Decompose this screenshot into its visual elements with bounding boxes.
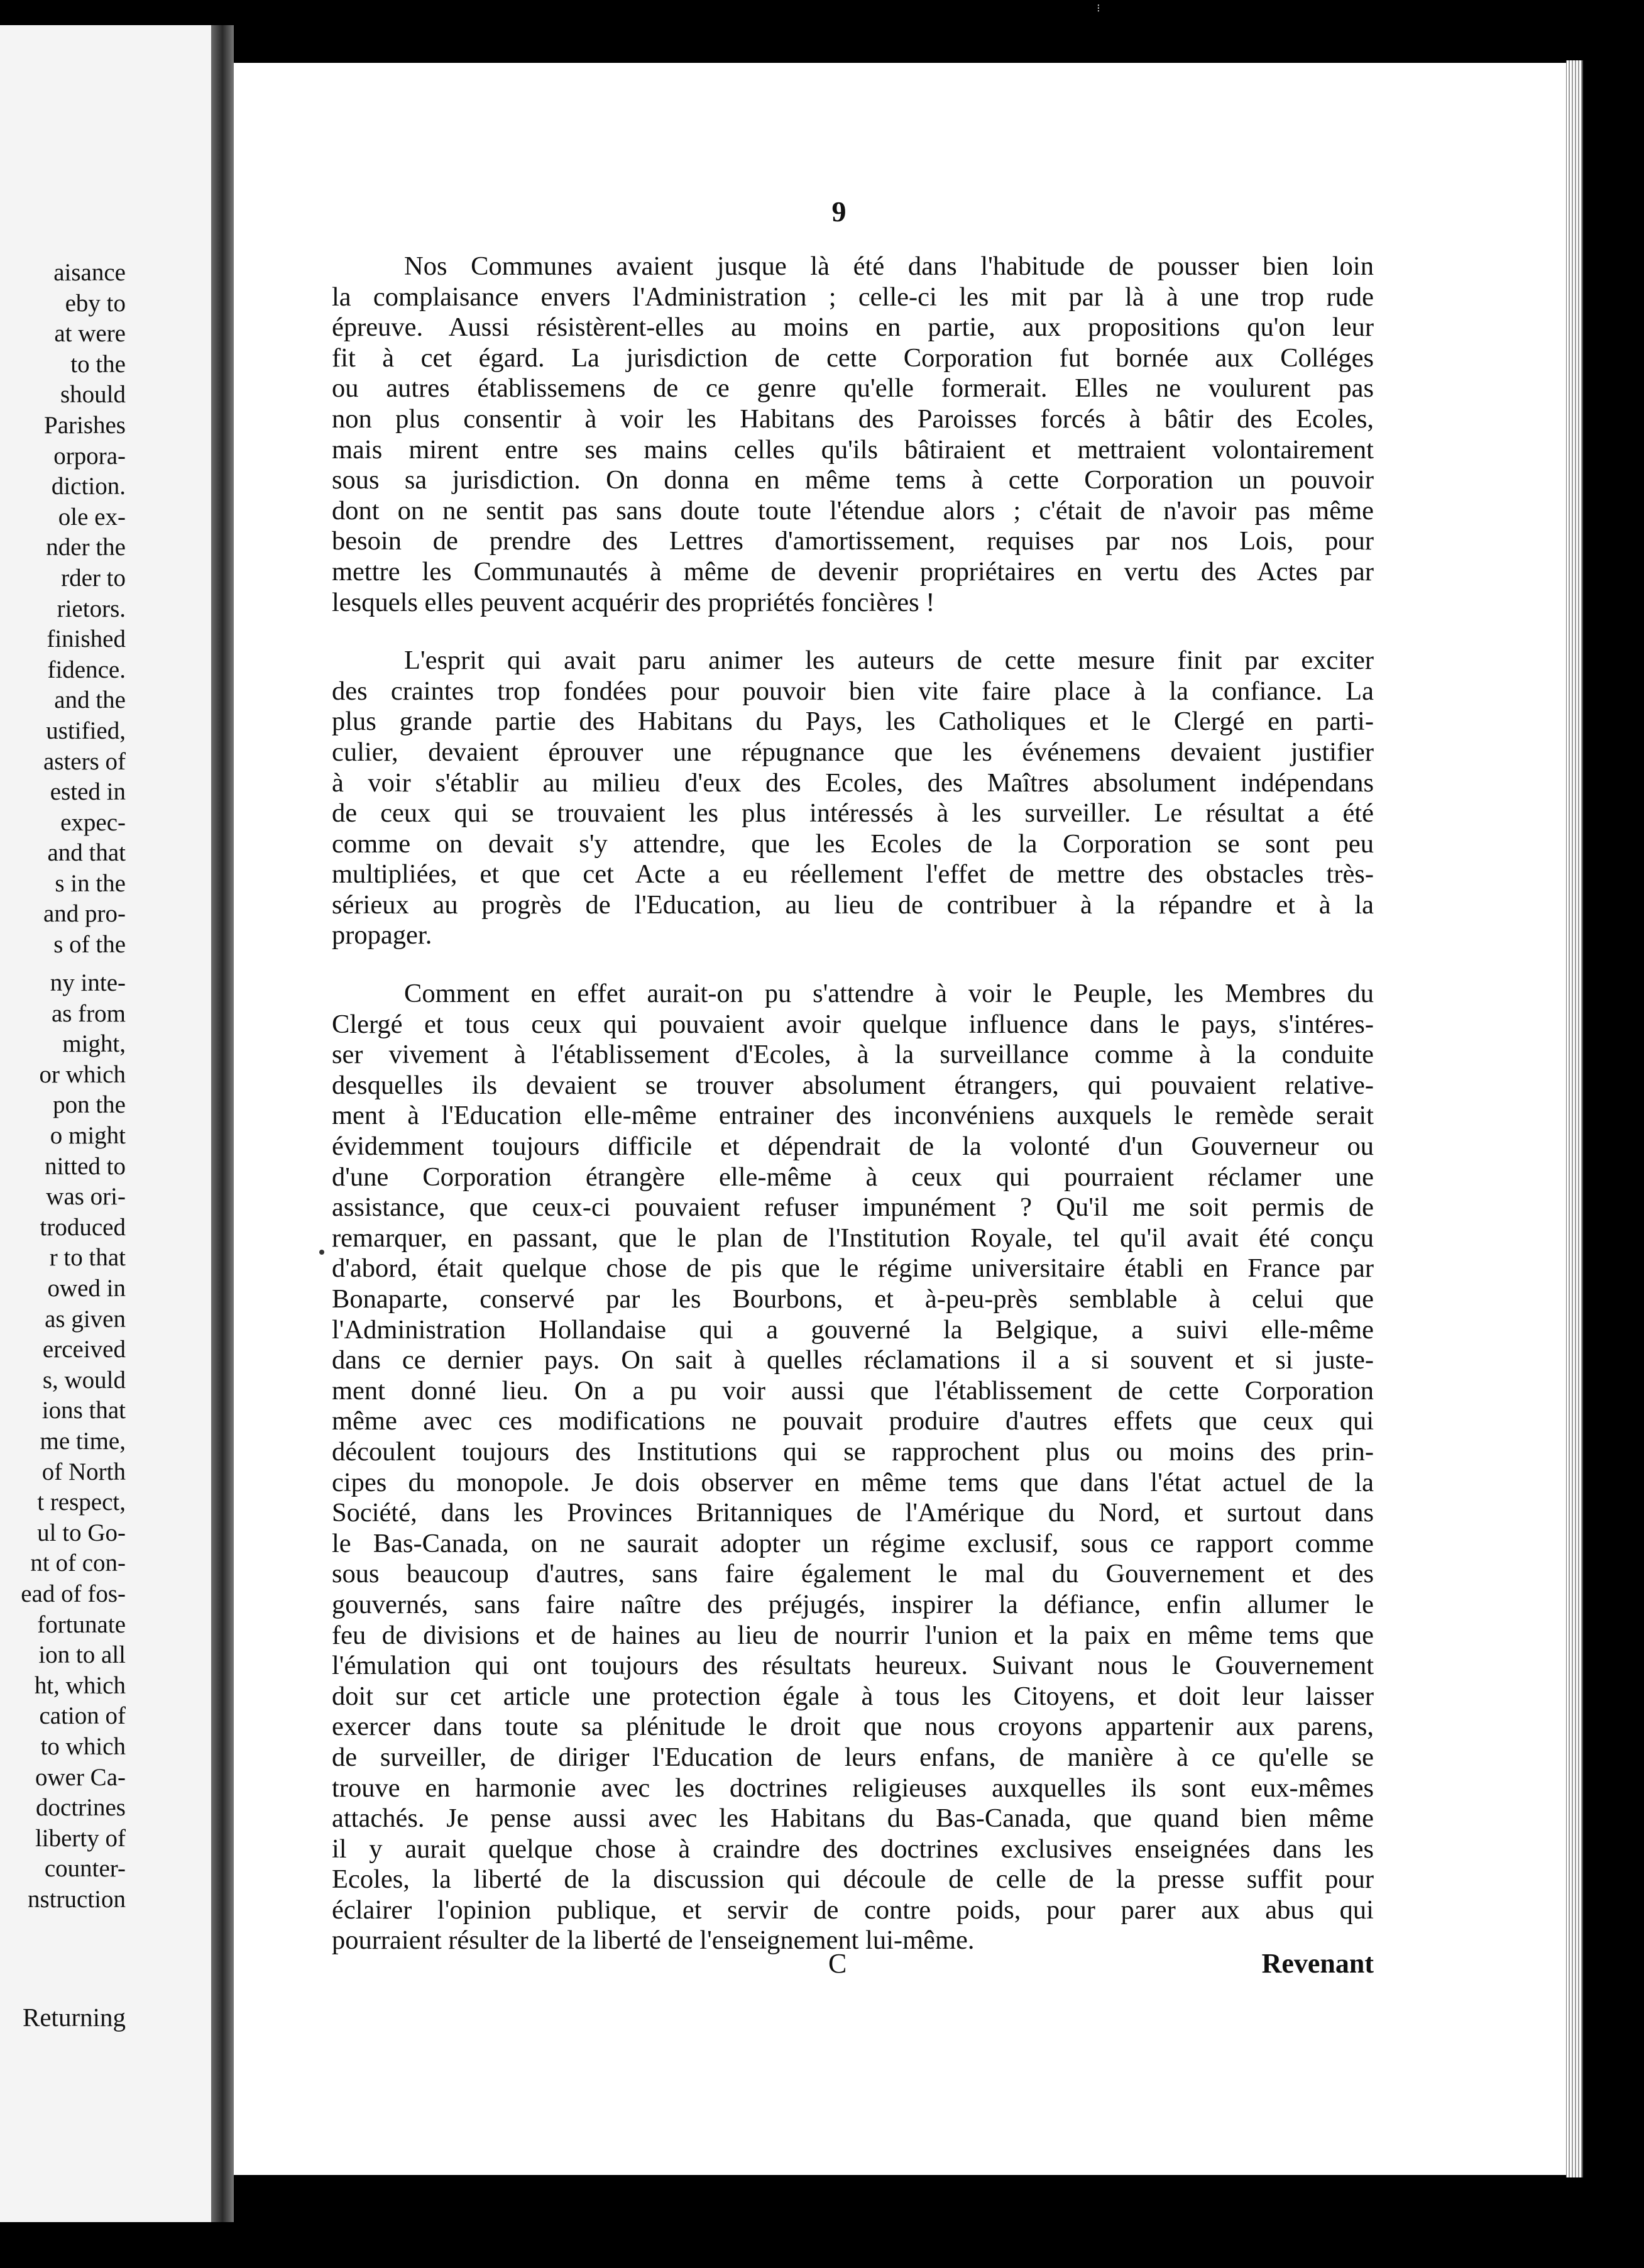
text-line: besoin de prendre des Lettres d'amortissement, requises par nos Lois, pour (332, 526, 1374, 556)
left-page-line: rietors. (57, 595, 126, 622)
left-page-line: ht, which (34, 1671, 126, 1699)
paragraph (332, 251, 1374, 618)
left-page-line: diction. (51, 473, 126, 500)
left-page-line: nitted to (45, 1152, 126, 1180)
left-page-line: owed in (47, 1275, 126, 1302)
scan-mark: ⁝ (1097, 2, 1100, 14)
book-spine (211, 25, 234, 2222)
left-page-line: s, would (42, 1366, 126, 1394)
left-page-line: of North (41, 1458, 126, 1485)
text-line: desquelles ils devaient se trouver absolument étrangers, qui pouvaient relative- (332, 1070, 1374, 1100)
left-page-line: ul to Go- (37, 1519, 126, 1546)
left-page-line: eby to (65, 289, 126, 317)
left-page-line: finished (47, 625, 126, 653)
left-page-line: o might (50, 1122, 126, 1150)
text-line: multipliées, et que cet Acte a eu réellement l'effet de mettre des obstacles très- (332, 859, 1374, 889)
text-line: le Bas-Canada, on ne saurait adopter un régime exclusif, sous ce rapport comme (332, 1528, 1374, 1558)
left-page-line: and that (47, 839, 126, 867)
left-page-line: at were (54, 320, 126, 348)
text-line: Comment en effet aurait-on pu s'attendre à voir le Peuple, les Membres du (404, 979, 1374, 1009)
left-page-line: as from (51, 999, 126, 1027)
left-page-line: aisance (53, 259, 126, 286)
text-line: L'esprit qui avait paru animer les auteurs de cette mesure finit par exciter (404, 646, 1374, 676)
text-line: mais mirent entre ses mains celles qu'ils bâtiraient et mettraient volontairement (332, 434, 1374, 465)
text-line: sous sa jurisdiction. On donna en même tems à cette Corporation un pouvoir (332, 465, 1374, 495)
left-page-line: Parishes (44, 411, 126, 439)
text-line: dans ce dernier pays. On sait à quelles réclamations il a si souvent et si juste- (332, 1345, 1374, 1375)
text-line: Bonaparte, conservé par les Bourbons, et à-peu-près semblable à celui que (332, 1284, 1374, 1314)
left-page-line: ions that (41, 1397, 126, 1424)
text-line: évidemment toujours difficile et dépendrait de la volonté d'un Gouverneur ou (332, 1131, 1374, 1162)
text-line: de ceux qui se trouvaient les plus intéressés à les surveiller. Le résultat a été (332, 798, 1374, 828)
text-line: remarquer, en passant, que le plan de l'Institution Royale, tel qu'il avait été conçu (332, 1223, 1374, 1253)
text-line: éclairer l'opinion publique, et servir de contre poids, pour parer aux abus qui (332, 1895, 1374, 1925)
text-line: ment donné lieu. On a pu voir aussi que l'établissement de cette Corporation (332, 1375, 1374, 1406)
text-line: cipes du monopole. Je dois observer en même tems que dans l'état actuel de la (332, 1467, 1374, 1497)
text-line: dont on ne sentit pas sans doute toute l'étendue alors ; c'était de n'avoir pas même (332, 495, 1374, 526)
text-line: l'émulation qui ont toujours des résultats heureux. Suivant nous le Gouvernement (332, 1651, 1374, 1681)
text-line: lesquels elles peuvent acquérir des propriétés foncières ! (332, 587, 935, 617)
left-page-line: s of the (53, 931, 126, 959)
left-page-line: me time, (40, 1427, 126, 1455)
text-line: non plus consentir à voir les Habitans des Paroisses forcés à bâtir des Ecoles, (332, 404, 1374, 434)
text-line: ment à l'Education elle-même entrainer des inconvéniens auxquels le remède serait (332, 1101, 1374, 1131)
left-page-line: rder to (61, 564, 126, 592)
text-line: ou autres établissemens de ce genre qu'elle formerait. Elles ne voulurent pas (332, 373, 1374, 404)
left-page-line: expec- (60, 808, 126, 836)
text-line: la complaisance envers l'Administration ; celle-ci les mit par là à une trop rude (332, 282, 1374, 312)
left-page-line: troduced (40, 1213, 126, 1241)
left-page-line: ny inte- (50, 969, 126, 997)
text-line: d'abord, était quelque chose de pis que le régime universitaire établi en France par (332, 1253, 1374, 1284)
text-line: découlent toujours des Institutions qui se rapprochent plus ou moins des prin- (332, 1436, 1374, 1467)
left-page-line: orpora- (53, 442, 126, 470)
left-page-line: ead of fos- (21, 1580, 126, 1607)
left-page-catchword: Returning (23, 2003, 126, 2032)
text-line: mettre les Communautés à même de devenir propriétaires en vertu des Actes par (332, 556, 1374, 586)
text-line: Ecoles, la liberté de la discussion qui découle de celle de la presse suffit pour (332, 1864, 1374, 1895)
text-line: fit à cet égard. La jurisdiction de cette Corporation fut bornée aux Colléges (332, 343, 1374, 373)
text-line: comme on devait s'y attendre, que les Ecoles de la Corporation se sont peu (332, 828, 1374, 859)
left-page-line: t respect, (37, 1489, 126, 1516)
margin-dot (319, 1250, 324, 1255)
text-line: pourraient résulter de la liberté de l'enseignement lui-même. (332, 1925, 975, 1956)
paragraph (332, 979, 1374, 1956)
text-line: des craintes trop fondées pour pouvoir bien vite faire place à la confiance. La (332, 676, 1374, 706)
left-page-line: might, (62, 1030, 126, 1058)
left-page-line: counter- (44, 1855, 126, 1883)
text-line: l'Administration Hollandaise qui a gouverné la Belgique, a suivi elle-même (332, 1314, 1374, 1345)
left-page-line: ion to all (38, 1641, 126, 1669)
text-line: Nos Communes avaient jusque là été dans l'habitude de pousser bien loin (404, 251, 1374, 281)
left-page-line: to the (70, 350, 126, 378)
text-line: attachés. Je pense aussi avec les Habitans du Bas-Canada, que quand bien même (332, 1803, 1374, 1834)
text-line: il y aurait quelque chose à craindre des doctrines exclusives enseignées dans les (332, 1834, 1374, 1864)
text-line: Société, dans les Provinces Britanniques de l'Amérique du Nord, et surtout dans (332, 1498, 1374, 1528)
left-page-line: nt of con- (30, 1550, 126, 1577)
text-line: assistance, que ceux-ci pouvaient refuser impunément ? Qu'il me soit permis de (332, 1192, 1374, 1223)
text-line: Clergé et tous ceux qui pouvaient avoir quelque influence dans le pays, s'intéres- (332, 1009, 1374, 1039)
previous-page-fragment (0, 25, 214, 2222)
signature-mark: C (828, 1948, 847, 1979)
text-line: plus grande partie des Habitans du Pays, les Catholiques et le Clergé en parti- (332, 707, 1374, 737)
left-page-line: ower Ca- (35, 1763, 126, 1791)
text-line: doit sur cet article une protection égale à tous les Citoyens, et doit leur laisser (332, 1681, 1374, 1711)
text-line: trouve en harmonie avec les doctrines religieuses auxquelles ils sont eux-mêmes (332, 1773, 1374, 1803)
left-page-line: pon the (53, 1091, 126, 1119)
catchword: Revenant (1261, 1948, 1374, 1979)
page-number: 9 (831, 195, 847, 228)
left-page-line: liberty of (35, 1824, 126, 1852)
text-line: ser vivement à l'établissement d'Ecoles, à la surveillance comme à la conduite (332, 1040, 1374, 1070)
left-page-line: ole ex- (58, 503, 126, 531)
left-page-line: was ori- (46, 1183, 126, 1211)
left-page-line: erceived (42, 1336, 126, 1363)
left-page-line: or which (39, 1060, 126, 1088)
left-page-line: ustified, (46, 717, 126, 744)
left-page-line: ested in (50, 778, 126, 806)
left-page-line: as given (45, 1305, 126, 1333)
left-page-line: nstruction (28, 1885, 126, 1913)
left-page-line: fortunate (37, 1610, 126, 1638)
text-line: feu de divisions et de haines au lieu de nourrir l'union et la paix en même tems que (332, 1620, 1374, 1650)
text-line: d'une Corporation étrangère elle-même à ceux qui pourraient réclamer une (332, 1162, 1374, 1192)
left-page-line: and pro- (43, 900, 126, 928)
left-page-line: s in the (55, 869, 126, 897)
left-page-line: nder the (46, 534, 126, 561)
body-text (332, 251, 1374, 1956)
left-page-line: r to that (49, 1244, 126, 1272)
left-page-line: doctrines (36, 1794, 126, 1822)
left-page-text (21, 258, 126, 1915)
text-line: sous beaucoup d'autres, sans faire également le mal du Gouvernement et des (332, 1559, 1374, 1589)
text-line: propager. (332, 920, 432, 950)
left-page-line: cation of (39, 1702, 126, 1730)
text-line: sérieux au progrès de l'Education, au lieu de contribuer à la répandre et à la (332, 889, 1374, 920)
text-line: exercer dans toute sa plénitude le droit que nous croyons appartenir aux parens, (332, 1712, 1374, 1742)
text-line: à voir s'établir au milieu d'eux des Ecoles, des Maîtres absolument indépendans (332, 768, 1374, 798)
text-line: gouvernés, sans faire naître des préjugés, inspirer la défiance, enfin allumer le (332, 1589, 1374, 1619)
left-page-line: to which (40, 1732, 126, 1760)
left-page-line: asters of (43, 747, 126, 775)
page-edges (1566, 60, 1583, 2177)
text-line: de surveiller, de diriger l'Education de leurs enfans, de manière à ce qu'elle se (332, 1742, 1374, 1772)
left-page-line: should (60, 381, 126, 409)
text-line: culier, devaient éprouver une répugnance que les événemens devaient justifier (332, 737, 1374, 767)
text-line: même avec ces modifications ne pouvait produire d'autres effets que ceux qui (332, 1406, 1374, 1436)
left-page-line: and the (54, 686, 126, 714)
paragraph (332, 646, 1374, 951)
text-line: épreuve. Aussi résistèrent-elles au moins en partie, aux propositions qu'on leur (332, 312, 1374, 343)
left-page-line: fidence. (47, 656, 126, 683)
